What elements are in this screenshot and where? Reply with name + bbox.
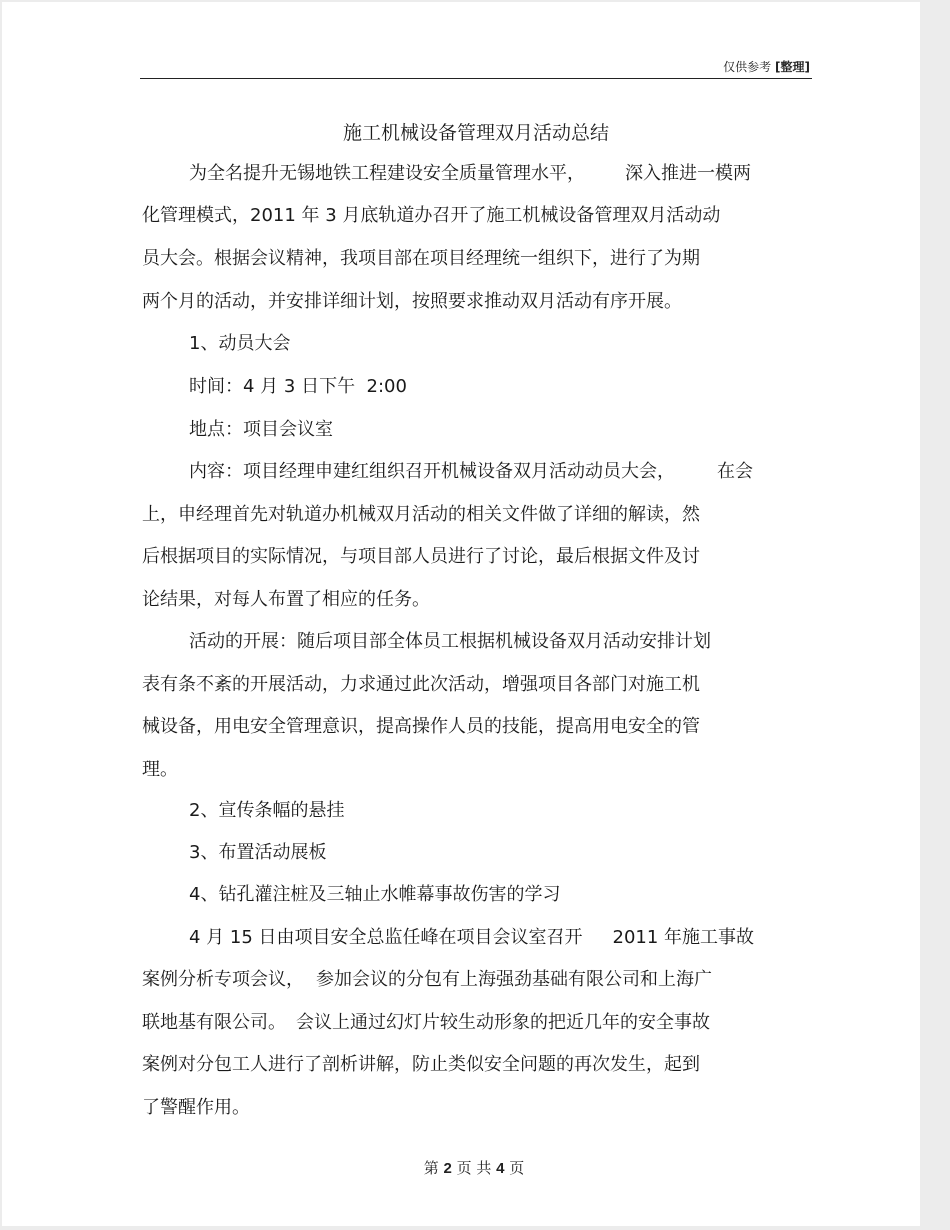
page-title: 施工机械设备管理双月活动总结: [342, 122, 609, 144]
body-line-3: 员大会。根据会议精神，我项目部在项目经理统一组织下，进行了为期: [142, 248, 700, 269]
body-line-12: 活动的开展：随后项目部全体员工根据机械设备双月活动安排计划: [189, 631, 711, 652]
body-line-4: 两个月的活动，并安排详细计划，按照要求推动双月活动有序开展。: [142, 291, 682, 312]
section-heading-4: 4、钻孔灌注桩及三轴止水帷幕事故伤害的学习: [189, 884, 561, 905]
body-line-14: 械设备，用电安全管理意识，提高操作人员的技能，提高用电安全的管: [142, 716, 700, 737]
header-note-text: 仅供参考: [723, 60, 772, 74]
body-line-20: 案例分析专项会议， 参加会议的分包有上海强劲基础有限公司和上海广: [142, 969, 712, 990]
meeting-time: 时间：4 月 3 日下午 2:00: [189, 376, 407, 397]
body-line-9: 上，申经理首先对轨道办机械双月活动的相关文件做了详细的解读，然: [142, 504, 700, 525]
body-line-23: 了警醒作用。: [142, 1097, 250, 1118]
footer-text: 第: [423, 1159, 439, 1177]
footer-text: 页 共: [456, 1159, 492, 1177]
page-footer: [2, 1157, 946, 1178]
body-line-22: 案例对分包工人进行了剖析讲解，防止类似安全问题的再次发生，起到: [142, 1054, 700, 1075]
body-line-21: 联地基有限公司。 会议上通过幻灯片较生动形象的把近几年的安全事故: [142, 1012, 710, 1033]
footer-text: 页: [509, 1159, 525, 1177]
body-line-11: 论结果，对每人布置了相应的任务。: [142, 589, 430, 610]
meeting-location: 地点：项目会议室: [189, 419, 333, 440]
body-line-10: 后根据项目的实际情况，与项目部人员进行了讨论，最后根据文件及讨: [142, 546, 700, 567]
header-note: [723, 58, 810, 75]
document-page: [2, 2, 920, 1226]
body-line-1: 为全名提升无锡地铁工程建设安全质量管理水平， 深入推进一模两: [189, 163, 751, 184]
body-line-13: 表有条不紊的开展活动，力求通过此次活动，增强项目各部门对施工机: [142, 674, 700, 695]
section-heading-2: 2、宣传条幅的悬挂: [189, 800, 345, 821]
body-line-15: 理。: [142, 759, 178, 780]
current-page-number: 2: [443, 1160, 452, 1177]
total-page-count: 4: [496, 1160, 505, 1177]
body-line-2: 化管理模式，2011 年 3 月底轨道办召开了施工机械设备管理双月活动动: [142, 205, 721, 226]
header-tag: [整理]: [775, 60, 810, 74]
body-line-19: 4 月 15 日由项目安全总监任峰在项目会议室召开 2011 年施工事故: [189, 927, 755, 948]
body-line-8: 内容：项目经理申建红组织召开机械设备双月活动动员大会， 在会: [189, 461, 753, 482]
section-heading-1: 1、动员大会: [189, 333, 291, 354]
header-rule: [140, 78, 812, 79]
section-heading-3: 3、布置活动展板: [189, 842, 327, 863]
